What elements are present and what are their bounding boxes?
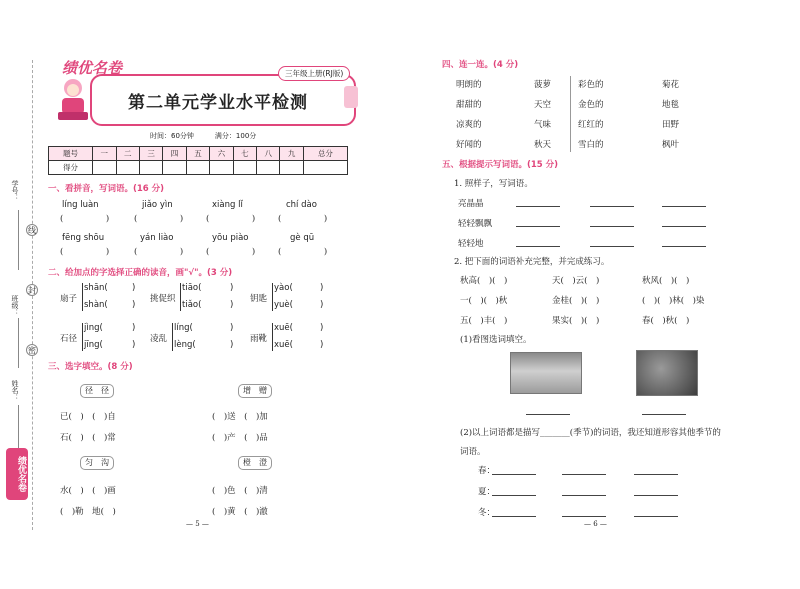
- match-word[interactable]: 好闻的: [456, 140, 482, 150]
- pinyin: xiàng lǐ: [212, 200, 243, 210]
- answer-blank[interactable]: ( ): [60, 214, 110, 224]
- match-word[interactable]: 明朗的: [456, 80, 482, 90]
- pron-word: 钥匙: [250, 294, 268, 304]
- score-header: 一: [93, 147, 116, 161]
- answer-line[interactable]: [562, 474, 606, 475]
- fill-row[interactable]: ( )色 ( )清: [212, 486, 268, 496]
- pron-option[interactable]: jìng(: [84, 323, 103, 333]
- fill-idiom[interactable]: 天( )云( ): [552, 276, 600, 286]
- student-no-label: 学号：: [11, 180, 19, 201]
- score-cell[interactable]: [257, 161, 280, 175]
- pron-option[interactable]: tiāo(: [182, 283, 202, 293]
- answer-blank[interactable]: ( ): [278, 214, 328, 224]
- page-number-right: — 6 —: [584, 520, 607, 528]
- score-cell[interactable]: [186, 161, 209, 175]
- pron-option[interactable]: yuè(: [274, 300, 293, 310]
- example-word: 轻轻地: [458, 239, 484, 249]
- pron-option[interactable]: líng(: [174, 323, 193, 333]
- answer-line[interactable]: [662, 246, 706, 247]
- pron-option[interactable]: shān(: [84, 283, 108, 293]
- fill-idiom[interactable]: 五( )丰( ): [460, 316, 508, 326]
- fill-idiom[interactable]: 春( )秋( ): [642, 316, 690, 326]
- answer-line[interactable]: [634, 495, 678, 496]
- answer-line[interactable]: [526, 414, 570, 415]
- answer-blank[interactable]: ( ): [134, 214, 184, 224]
- match-word[interactable]: 地毯: [662, 100, 680, 110]
- pron-option[interactable]: tiǎo(: [182, 300, 202, 310]
- fill-idiom[interactable]: ( )( )林( )染: [642, 296, 705, 306]
- score-header: 二: [116, 147, 139, 161]
- score-header: 七: [233, 147, 256, 161]
- fill-idiom[interactable]: 秋风( )( ): [642, 276, 690, 286]
- pinyin: yōu piào: [212, 233, 249, 243]
- score-row-label: 得分: [49, 161, 93, 175]
- answer-line[interactable]: [634, 516, 678, 517]
- pron-word: 扇子: [60, 294, 78, 304]
- answer-line[interactable]: [590, 246, 634, 247]
- score-cell[interactable]: [93, 161, 116, 175]
- answer-line[interactable]: [642, 414, 686, 415]
- char-choice-box: 增 赠: [238, 384, 272, 398]
- season-label: 冬：: [478, 508, 496, 518]
- answer-line[interactable]: [492, 495, 536, 496]
- score-header: 四: [163, 147, 186, 161]
- pron-option[interactable]: xuē(: [274, 323, 293, 333]
- fill-row[interactable]: 水( ) ( )画: [60, 486, 116, 496]
- match-word[interactable]: 彩色的: [578, 80, 604, 90]
- score-header: 五: [186, 147, 209, 161]
- char-choice-box: 匀 沟: [80, 456, 114, 470]
- question-2: 2. 把下面的词语补充完整，并完成练习。: [454, 257, 610, 267]
- answer-blank[interactable]: ( ): [60, 247, 110, 257]
- pron-close: ): [230, 283, 234, 293]
- binding-mark-line: 线: [28, 226, 36, 235]
- logo: 绩优名卷: [62, 59, 123, 77]
- answer-line[interactable]: [492, 516, 536, 517]
- score-cell[interactable]: [233, 161, 256, 175]
- fill-row[interactable]: ( )产 ( )品: [212, 433, 268, 443]
- name-label: 姓名：: [11, 380, 19, 401]
- pron-close: ): [132, 283, 136, 293]
- pinyin: fēng shōu: [62, 233, 105, 243]
- match-word[interactable]: 雪白的: [578, 140, 604, 150]
- answer-blank[interactable]: ( ): [134, 247, 184, 257]
- example-word: 轻轻飘飘: [458, 219, 493, 229]
- pron-close: ): [132, 300, 136, 310]
- pron-word: 挑促织: [150, 294, 176, 304]
- pron-option[interactable]: lèng(: [174, 340, 196, 350]
- page-corner-icon: [344, 86, 358, 108]
- answer-blank[interactable]: ( ): [206, 214, 256, 224]
- fill-row[interactable]: ( )勒 地( ): [60, 507, 116, 517]
- match-word[interactable]: 甜甜的: [456, 100, 482, 110]
- pron-close: ): [320, 323, 324, 333]
- pron-close: ): [132, 340, 136, 350]
- sky-photo: [510, 352, 582, 394]
- answer-line[interactable]: [562, 516, 606, 517]
- score-header: 总分: [303, 147, 347, 161]
- fill-row[interactable]: 石( ) ( )常: [60, 433, 116, 443]
- fill-row[interactable]: ( )黄 ( )澈: [212, 507, 268, 517]
- score-header: 八: [257, 147, 280, 161]
- pinyin: jiǎo yìn: [142, 200, 173, 210]
- pinyin: líng luàn: [62, 200, 99, 210]
- answer-blank[interactable]: ( ): [278, 247, 328, 257]
- season-label: 春：: [478, 466, 496, 476]
- pinyin: gè qū: [290, 233, 315, 243]
- pron-option[interactable]: yào(: [274, 283, 293, 293]
- fill-idiom[interactable]: 一( )( )秋: [460, 296, 508, 306]
- sub-question-2-cont: 词语。: [460, 447, 486, 457]
- pron-close: ): [230, 300, 234, 310]
- fill-idiom[interactable]: 金桂( )( ): [552, 296, 600, 306]
- pron-close: ): [320, 300, 324, 310]
- pron-close: ): [230, 323, 234, 333]
- binding-mark-seal: 封: [28, 286, 36, 295]
- section5-title: 五、根据提示写词语。(15 分): [442, 160, 559, 170]
- section2-title: 二、给加点的字选择正确的读音，画"√"。(3 分): [48, 268, 233, 278]
- score-cell[interactable]: [116, 161, 139, 175]
- fill-row[interactable]: ( )送 ( )加: [212, 412, 268, 422]
- pron-close: ): [320, 283, 324, 293]
- answer-line[interactable]: [516, 246, 560, 247]
- section1-title: 一、看拼音，写词语。(16 分): [48, 184, 165, 194]
- pron-word: 石径: [60, 334, 78, 344]
- answer-line[interactable]: [492, 474, 536, 475]
- sub-question-1: (1)看图选词填空。: [460, 335, 532, 345]
- score-header: 题号: [49, 147, 93, 161]
- right-page: [420, 0, 800, 589]
- fill-idiom[interactable]: 果实( )( ): [552, 316, 600, 326]
- match-word[interactable]: 菊花: [662, 80, 680, 90]
- answer-line[interactable]: [590, 206, 634, 207]
- score-table: [48, 146, 348, 175]
- grade-badge: 三年级上册(RJ版): [278, 66, 350, 81]
- pron-option[interactable]: jīng(: [84, 340, 103, 350]
- answer-line[interactable]: [516, 226, 560, 227]
- section4-title: 四、连一连。(4 分): [442, 60, 519, 70]
- page-number-left: — 5 —: [186, 520, 209, 528]
- divider: [570, 76, 571, 152]
- match-word[interactable]: 秋天: [534, 140, 552, 150]
- score-header: 六: [210, 147, 233, 161]
- answer-line[interactable]: [662, 206, 706, 207]
- match-word[interactable]: 气味: [534, 120, 552, 130]
- pron-close: ): [230, 340, 234, 350]
- page-title: 第二单元学业水平检测: [128, 93, 308, 113]
- score-header: 九: [280, 147, 303, 161]
- pron-word: 雨靴: [250, 334, 268, 344]
- answer-line[interactable]: [516, 206, 560, 207]
- side-logo: 绩优名卷: [6, 448, 28, 500]
- match-word[interactable]: 菠萝: [534, 80, 552, 90]
- sub-question-2: (2)以上词语都是描写_______(季节)的词语，我还知道形容其他季节的: [460, 428, 721, 438]
- score-cell[interactable]: [303, 161, 347, 175]
- answer-line[interactable]: [662, 226, 706, 227]
- match-word[interactable]: 田野: [662, 120, 680, 130]
- score-cell[interactable]: [163, 161, 186, 175]
- answer-line[interactable]: [634, 474, 678, 475]
- pron-close: ): [132, 323, 136, 333]
- score-header: 三: [139, 147, 162, 161]
- score-cell[interactable]: [280, 161, 303, 175]
- pinyin: yán liào: [140, 233, 174, 243]
- leaves-photo: [636, 350, 698, 396]
- season-label: 夏：: [478, 487, 496, 497]
- class-label: 班级：: [11, 295, 19, 316]
- question-1: 1. 照样子，写词语。: [454, 179, 533, 189]
- pron-option[interactable]: shàn(: [84, 300, 108, 310]
- answer-line[interactable]: [590, 226, 634, 227]
- pron-word: 凌乱: [150, 334, 168, 344]
- match-word[interactable]: 凉爽的: [456, 120, 482, 130]
- fill-row[interactable]: 已( ) ( )自: [60, 412, 116, 422]
- mascot-icon: [56, 76, 90, 122]
- binding-mark-secret: 密: [28, 346, 36, 355]
- char-choice-box: 径 径: [80, 384, 114, 398]
- answer-blank[interactable]: ( ): [206, 247, 256, 257]
- score-cell[interactable]: [139, 161, 162, 175]
- fill-idiom[interactable]: 秋高( )( ): [460, 276, 508, 286]
- exam-info: 时间：60分钟 满分：100分: [150, 132, 257, 140]
- example-word: 亮晶晶: [458, 199, 484, 209]
- pinyin: chí dào: [286, 200, 317, 210]
- match-word[interactable]: 红红的: [578, 120, 604, 130]
- answer-line[interactable]: [562, 495, 606, 496]
- match-word[interactable]: 枫叶: [662, 140, 680, 150]
- pron-close: ): [320, 340, 324, 350]
- match-word[interactable]: 天空: [534, 100, 552, 110]
- section3-title: 三、选字填空。(8 分): [48, 362, 133, 372]
- char-choice-box: 橙 澄: [238, 456, 272, 470]
- score-cell[interactable]: [210, 161, 233, 175]
- pron-option[interactable]: xuē(: [274, 340, 293, 350]
- match-word[interactable]: 金色的: [578, 100, 604, 110]
